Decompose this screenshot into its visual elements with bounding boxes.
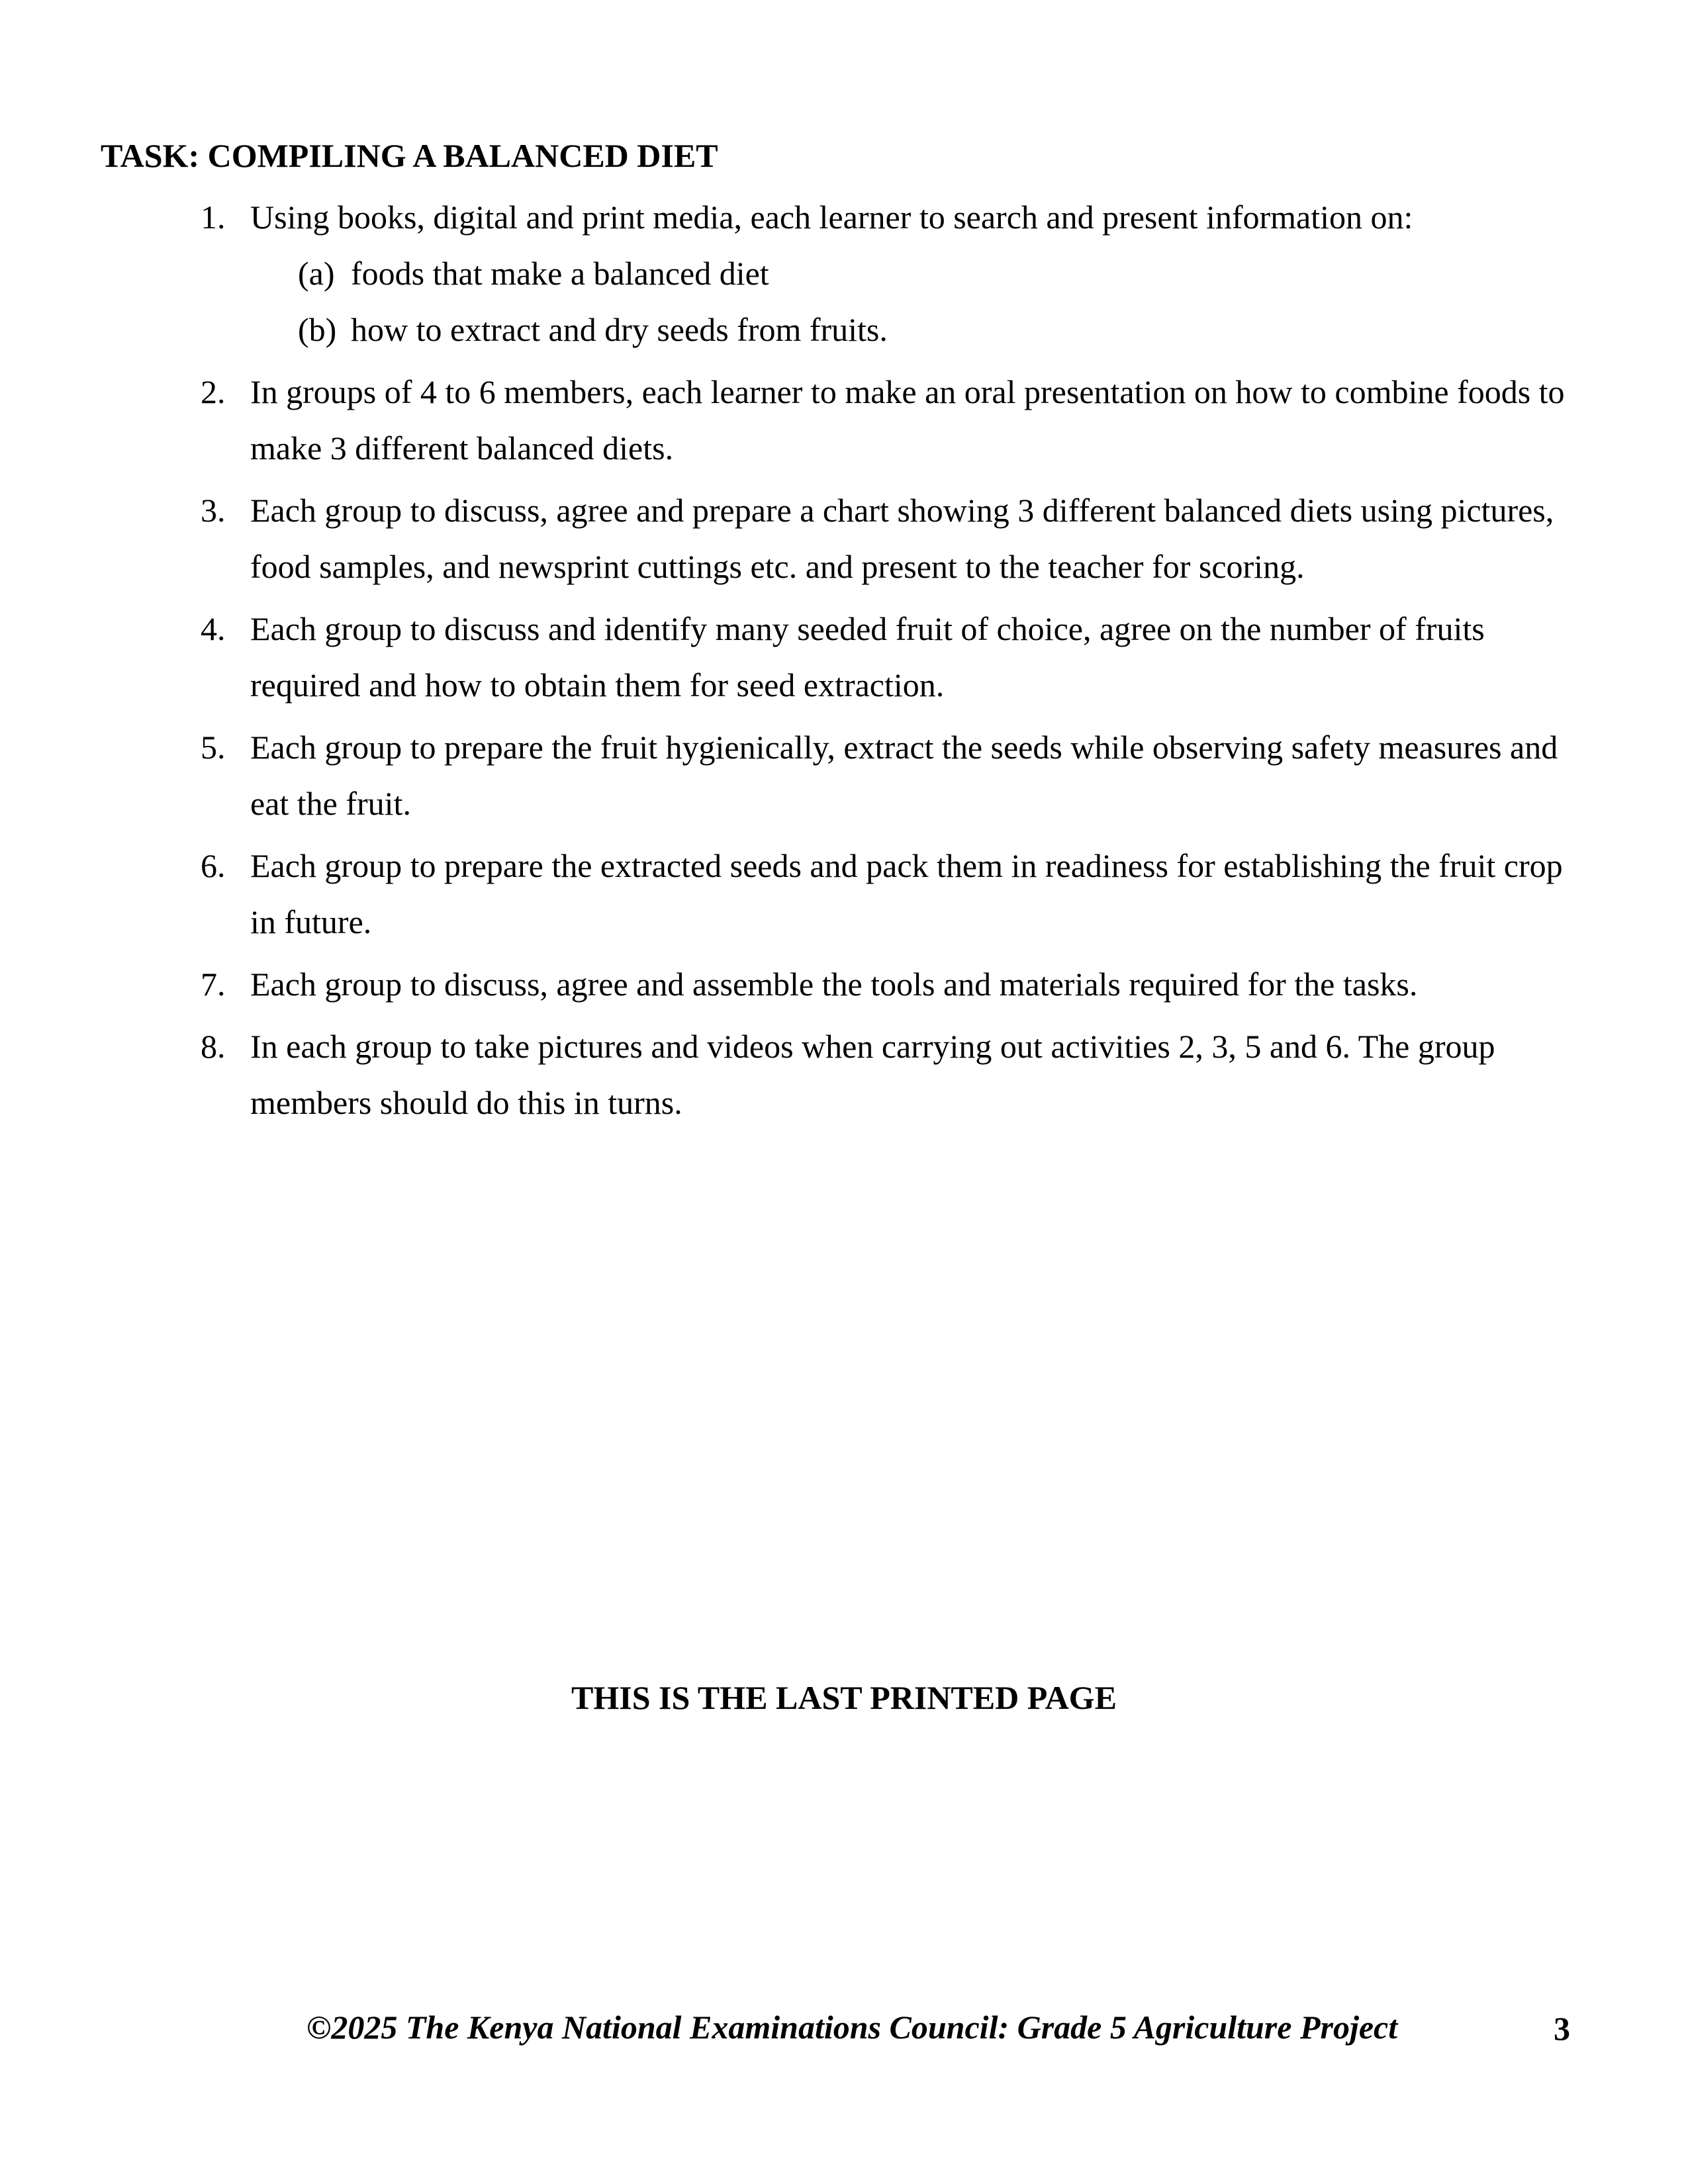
task-row (201, 956, 1581, 1013)
subtask-text: how to extract and dry seeds from fruits. (351, 311, 888, 348)
task-number: 8. (201, 1028, 226, 1065)
task-row (201, 189, 1581, 246)
task-title: TASK: COMPILING A BALANCED DIET (101, 137, 718, 174)
task-row (201, 719, 1581, 832)
task-text: Each group to prepare the fruit hygienically, extract the seeds while observing safety measures and eat the fruit. (250, 729, 1558, 822)
task-number: 5. (201, 729, 226, 766)
task-number: 4. (201, 610, 226, 647)
task-text: In each group to take pictures and videos when carrying out activities 2, 3, 5 and 6. The group members should do this in turns. (250, 1028, 1495, 1121)
task-number: 6. (201, 847, 226, 884)
subtask-item (201, 302, 1581, 358)
task-row (201, 601, 1581, 713)
task-text: Each group to discuss and identify many seeded fruit of choice, agree on the number of fruits required and how to obtain them for seed extraction. (250, 610, 1485, 704)
task-text: Each group to prepare the extracted seeds and pack them in readiness for establishing the fruit crop in future. (250, 847, 1563, 940)
task-row (201, 838, 1581, 950)
footer-page-number: 3 (1554, 2010, 1570, 2047)
subtask-text: foods that make a balanced diet (351, 255, 769, 292)
task-item (201, 719, 1581, 832)
task-row (201, 364, 1581, 477)
task-list (201, 189, 1581, 1137)
task-item (201, 482, 1581, 595)
task-text: Each group to discuss, agree and assemble the tools and materials required for the tasks. (250, 966, 1418, 1003)
task-text: In groups of 4 to 6 members, each learner to make an oral presentation on how to combine foods to make 3 different balanced diets. (250, 373, 1565, 467)
subtask-label: (b) (298, 311, 337, 348)
footer-copyright: ©2025 The Kenya National Examinations Council: Grade 5 Agriculture Project (306, 2009, 1398, 2046)
task-item (201, 838, 1581, 950)
task-text: Using books, digital and print media, each learner to search and present information on: (250, 199, 1413, 236)
task-row (201, 1019, 1581, 1131)
task-item (201, 956, 1581, 1013)
task-row (201, 482, 1581, 595)
last-page-notice: THIS IS THE LAST PRINTED PAGE (571, 1679, 1117, 1716)
task-text: Each group to discuss, agree and prepare a chart showing 3 different balanced diets using pictures, food samples, and newsprint cuttings etc. and present to the teacher for scoring. (250, 492, 1554, 585)
subtask-label: (a) (298, 255, 335, 292)
task-number: 1. (201, 199, 226, 236)
task-number: 2. (201, 373, 226, 410)
task-number: 7. (201, 966, 226, 1003)
task-item (201, 189, 1581, 358)
task-number: 3. (201, 492, 226, 529)
task-item (201, 364, 1581, 477)
task-item (201, 1019, 1581, 1131)
subtask-item (201, 246, 1581, 302)
task-item (201, 601, 1581, 713)
